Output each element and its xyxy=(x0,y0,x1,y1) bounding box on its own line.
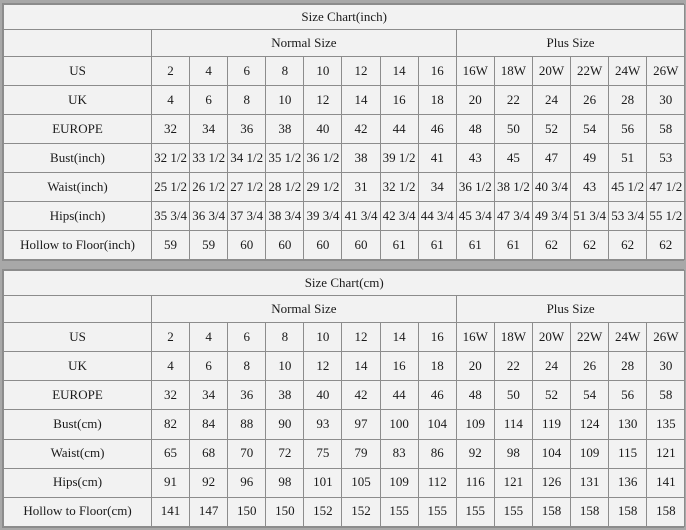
table-cell: 59 xyxy=(152,231,190,260)
table-cell: 158 xyxy=(532,497,570,526)
table-row xyxy=(4,86,685,115)
table-cell: 88 xyxy=(228,410,266,439)
table-cell: 20W xyxy=(532,323,570,352)
table-cell: 16 xyxy=(380,352,418,381)
row-label: Bust(inch) xyxy=(4,144,152,173)
table-cell: 141 xyxy=(152,497,190,526)
table-cell: 12 xyxy=(304,352,342,381)
table-row xyxy=(4,410,685,439)
table-cell: 18W xyxy=(494,57,532,86)
table-cell: 22 xyxy=(494,352,532,381)
table-cell: 155 xyxy=(456,497,494,526)
table-cell: 40 3/4 xyxy=(532,173,570,202)
chart-title-row xyxy=(4,5,685,30)
table-cell: 34 1/2 xyxy=(228,144,266,173)
row-label: Waist(cm) xyxy=(4,439,152,468)
table-cell: 42 3/4 xyxy=(380,202,418,231)
table-cell: 112 xyxy=(418,468,456,497)
table-cell: 38 xyxy=(266,381,304,410)
table-cell: 70 xyxy=(228,439,266,468)
table-cell: 2 xyxy=(152,323,190,352)
table-cell: 155 xyxy=(494,497,532,526)
table-cell: 36 xyxy=(228,381,266,410)
table-cell: 10 xyxy=(304,323,342,352)
table-cell: 22W xyxy=(571,57,609,86)
row-label: Hips(cm) xyxy=(4,468,152,497)
table-cell: 24W xyxy=(609,323,647,352)
table-cell: 83 xyxy=(380,439,418,468)
table-cell: 38 xyxy=(342,144,380,173)
table-cell: 26W xyxy=(647,57,685,86)
size-chart-cm xyxy=(2,269,684,528)
table-cell: 46 xyxy=(418,115,456,144)
table-cell: 47 3/4 xyxy=(494,202,532,231)
row-label: Hollow to Floor(inch) xyxy=(4,231,152,260)
row-label: Waist(inch) xyxy=(4,173,152,202)
table-cell: 62 xyxy=(609,231,647,260)
chart-title-row xyxy=(4,271,685,296)
table-cell: 147 xyxy=(190,497,228,526)
table-cell: 12 xyxy=(342,323,380,352)
table-cell: 59 xyxy=(190,231,228,260)
table-cell: 6 xyxy=(190,352,228,381)
table-cell: 119 xyxy=(532,410,570,439)
table-cell: 6 xyxy=(228,57,266,86)
size-chart-table xyxy=(3,270,685,527)
table-cell: 2 xyxy=(152,57,190,86)
table-row xyxy=(4,439,685,468)
table-cell: 158 xyxy=(571,497,609,526)
table-row xyxy=(4,57,685,86)
table-cell: 100 xyxy=(380,410,418,439)
table-cell: 42 xyxy=(342,381,380,410)
row-label: EUROPE xyxy=(4,115,152,144)
table-cell: 6 xyxy=(190,86,228,115)
table-cell: 58 xyxy=(647,381,685,410)
table-cell: 56 xyxy=(609,381,647,410)
table-cell: 158 xyxy=(647,497,685,526)
table-cell: 53 3/4 xyxy=(609,202,647,231)
table-cell: 12 xyxy=(342,57,380,86)
table-cell: 58 xyxy=(647,115,685,144)
table-cell: 24 xyxy=(532,352,570,381)
row-label: UK xyxy=(4,352,152,381)
table-cell: 14 xyxy=(342,86,380,115)
table-cell: 28 xyxy=(609,352,647,381)
table-cell: 41 xyxy=(418,144,456,173)
table-cell: 18W xyxy=(494,323,532,352)
table-cell: 53 xyxy=(647,144,685,173)
table-cell: 54 xyxy=(571,381,609,410)
table-cell: 44 xyxy=(380,381,418,410)
table-cell: 46 xyxy=(418,381,456,410)
table-cell: 104 xyxy=(532,439,570,468)
table-cell: 30 xyxy=(647,86,685,115)
table-cell: 141 xyxy=(647,468,685,497)
table-cell: 25 1/2 xyxy=(152,173,190,202)
table-cell: 10 xyxy=(304,57,342,86)
table-cell: 155 xyxy=(418,497,456,526)
table-cell: 60 xyxy=(342,231,380,260)
table-row xyxy=(4,381,685,410)
table-cell: 136 xyxy=(609,468,647,497)
table-cell: 16 xyxy=(380,86,418,115)
table-row xyxy=(4,231,685,260)
table-cell: 37 3/4 xyxy=(228,202,266,231)
table-cell: 38 1/2 xyxy=(494,173,532,202)
table-cell: 45 xyxy=(494,144,532,173)
table-cell: 24W xyxy=(609,57,647,86)
table-cell: 115 xyxy=(609,439,647,468)
group-header: Normal Size xyxy=(152,30,457,57)
table-cell: 131 xyxy=(571,468,609,497)
table-cell: 93 xyxy=(304,410,342,439)
table-cell: 18 xyxy=(418,86,456,115)
table-cell: 16W xyxy=(456,323,494,352)
table-cell: 8 xyxy=(266,323,304,352)
chart-title: Size Chart(inch) xyxy=(4,5,685,30)
table-cell: 10 xyxy=(266,86,304,115)
table-cell: 40 xyxy=(304,115,342,144)
table-cell: 4 xyxy=(152,86,190,115)
table-cell: 36 1/2 xyxy=(304,144,342,173)
table-cell: 90 xyxy=(266,410,304,439)
table-cell: 61 xyxy=(494,231,532,260)
table-cell: 49 xyxy=(571,144,609,173)
group-header: Normal Size xyxy=(152,296,457,323)
table-cell: 109 xyxy=(456,410,494,439)
table-cell: 4 xyxy=(190,323,228,352)
table-cell: 14 xyxy=(342,352,380,381)
table-cell: 124 xyxy=(571,410,609,439)
table-cell: 114 xyxy=(494,410,532,439)
table-cell: 10 xyxy=(266,352,304,381)
table-cell: 31 xyxy=(342,173,380,202)
table-cell: 48 xyxy=(456,115,494,144)
table-cell: 116 xyxy=(456,468,494,497)
table-cell: 36 xyxy=(228,115,266,144)
table-row xyxy=(4,468,685,497)
table-cell: 61 xyxy=(418,231,456,260)
group-header: Plus Size xyxy=(456,30,685,57)
table-cell: 22 xyxy=(494,86,532,115)
table-cell: 52 xyxy=(532,115,570,144)
group-header: Plus Size xyxy=(456,296,685,323)
table-cell: 32 xyxy=(152,115,190,144)
table-cell: 135 xyxy=(647,410,685,439)
table-cell: 105 xyxy=(342,468,380,497)
chart-title: Size Chart(cm) xyxy=(4,271,685,296)
row-label: EUROPE xyxy=(4,381,152,410)
table-cell: 6 xyxy=(228,323,266,352)
table-cell: 29 1/2 xyxy=(304,173,342,202)
table-cell: 45 3/4 xyxy=(456,202,494,231)
table-cell: 150 xyxy=(228,497,266,526)
table-cell: 82 xyxy=(152,410,190,439)
table-cell: 50 xyxy=(494,115,532,144)
table-cell: 121 xyxy=(647,439,685,468)
table-cell: 55 1/2 xyxy=(647,202,685,231)
table-cell: 152 xyxy=(304,497,342,526)
table-cell: 26 xyxy=(571,86,609,115)
table-cell: 16W xyxy=(456,57,494,86)
table-cell: 14 xyxy=(380,323,418,352)
table-cell: 130 xyxy=(609,410,647,439)
table-cell: 126 xyxy=(532,468,570,497)
table-cell: 34 xyxy=(190,115,228,144)
table-cell: 44 3/4 xyxy=(418,202,456,231)
row-label: US xyxy=(4,323,152,352)
table-row xyxy=(4,323,685,352)
table-cell: 51 3/4 xyxy=(571,202,609,231)
table-cell: 20 xyxy=(456,352,494,381)
table-cell: 39 1/2 xyxy=(380,144,418,173)
table-cell: 96 xyxy=(228,468,266,497)
table-cell: 62 xyxy=(647,231,685,260)
table-row xyxy=(4,202,685,231)
table-cell: 47 xyxy=(532,144,570,173)
table-cell: 91 xyxy=(152,468,190,497)
table-cell: 62 xyxy=(571,231,609,260)
table-cell: 84 xyxy=(190,410,228,439)
table-cell: 50 xyxy=(494,381,532,410)
table-cell: 155 xyxy=(380,497,418,526)
table-cell: 92 xyxy=(456,439,494,468)
table-cell: 36 1/2 xyxy=(456,173,494,202)
table-cell: 34 xyxy=(418,173,456,202)
table-cell: 28 xyxy=(609,86,647,115)
table-cell: 35 1/2 xyxy=(266,144,304,173)
table-cell: 48 xyxy=(456,381,494,410)
table-row xyxy=(4,173,685,202)
table-cell: 41 3/4 xyxy=(342,202,380,231)
table-cell: 68 xyxy=(190,439,228,468)
table-cell: 8 xyxy=(266,57,304,86)
table-cell: 52 xyxy=(532,381,570,410)
table-cell: 92 xyxy=(190,468,228,497)
table-cell: 79 xyxy=(342,439,380,468)
group-header-empty xyxy=(4,30,152,57)
table-row xyxy=(4,352,685,381)
table-cell: 16 xyxy=(418,323,456,352)
row-label: Hips(inch) xyxy=(4,202,152,231)
table-cell: 34 xyxy=(190,381,228,410)
table-cell: 22W xyxy=(571,323,609,352)
table-cell: 28 1/2 xyxy=(266,173,304,202)
group-header-empty xyxy=(4,296,152,323)
table-cell: 65 xyxy=(152,439,190,468)
table-cell: 26 1/2 xyxy=(190,173,228,202)
table-cell: 51 xyxy=(609,144,647,173)
table-cell: 109 xyxy=(380,468,418,497)
table-cell: 32 xyxy=(152,381,190,410)
table-cell: 8 xyxy=(228,352,266,381)
size-chart-table xyxy=(3,4,685,260)
table-cell: 56 xyxy=(609,115,647,144)
table-cell: 8 xyxy=(228,86,266,115)
table-cell: 38 xyxy=(266,115,304,144)
table-cell: 62 xyxy=(532,231,570,260)
table-cell: 75 xyxy=(304,439,342,468)
table-cell: 54 xyxy=(571,115,609,144)
table-cell: 14 xyxy=(380,57,418,86)
table-cell: 12 xyxy=(304,86,342,115)
size-chart-inch xyxy=(2,3,684,261)
table-cell: 27 1/2 xyxy=(228,173,266,202)
row-label: UK xyxy=(4,86,152,115)
table-cell: 43 xyxy=(571,173,609,202)
table-cell: 72 xyxy=(266,439,304,468)
table-cell: 98 xyxy=(494,439,532,468)
table-cell: 44 xyxy=(380,115,418,144)
table-row xyxy=(4,115,685,144)
table-cell: 20 xyxy=(456,86,494,115)
table-cell: 109 xyxy=(571,439,609,468)
table-cell: 61 xyxy=(380,231,418,260)
table-cell: 104 xyxy=(418,410,456,439)
table-cell: 38 3/4 xyxy=(266,202,304,231)
table-cell: 150 xyxy=(266,497,304,526)
row-label: US xyxy=(4,57,152,86)
table-cell: 24 xyxy=(532,86,570,115)
table-cell: 39 3/4 xyxy=(304,202,342,231)
table-cell: 60 xyxy=(304,231,342,260)
table-cell: 32 1/2 xyxy=(152,144,190,173)
row-label: Bust(cm) xyxy=(4,410,152,439)
table-cell: 26W xyxy=(647,323,685,352)
table-cell: 30 xyxy=(647,352,685,381)
table-cell: 60 xyxy=(228,231,266,260)
chart-group-row xyxy=(4,296,685,323)
table-cell: 152 xyxy=(342,497,380,526)
table-cell: 18 xyxy=(418,352,456,381)
table-row xyxy=(4,144,685,173)
table-cell: 60 xyxy=(266,231,304,260)
table-cell: 61 xyxy=(456,231,494,260)
table-cell: 33 1/2 xyxy=(190,144,228,173)
table-cell: 86 xyxy=(418,439,456,468)
table-cell: 20W xyxy=(532,57,570,86)
table-cell: 47 1/2 xyxy=(647,173,685,202)
chart-group-row xyxy=(4,30,685,57)
table-cell: 101 xyxy=(304,468,342,497)
table-cell: 43 xyxy=(456,144,494,173)
table-cell: 16 xyxy=(418,57,456,86)
table-cell: 40 xyxy=(304,381,342,410)
table-cell: 36 3/4 xyxy=(190,202,228,231)
table-cell: 97 xyxy=(342,410,380,439)
table-cell: 35 3/4 xyxy=(152,202,190,231)
table-cell: 4 xyxy=(152,352,190,381)
table-row xyxy=(4,497,685,526)
table-cell: 26 xyxy=(571,352,609,381)
table-cell: 49 3/4 xyxy=(532,202,570,231)
table-cell: 45 1/2 xyxy=(609,173,647,202)
table-cell: 4 xyxy=(190,57,228,86)
row-label: Hollow to Floor(cm) xyxy=(4,497,152,526)
table-cell: 98 xyxy=(266,468,304,497)
table-cell: 158 xyxy=(609,497,647,526)
table-cell: 32 1/2 xyxy=(380,173,418,202)
table-cell: 42 xyxy=(342,115,380,144)
table-cell: 121 xyxy=(494,468,532,497)
